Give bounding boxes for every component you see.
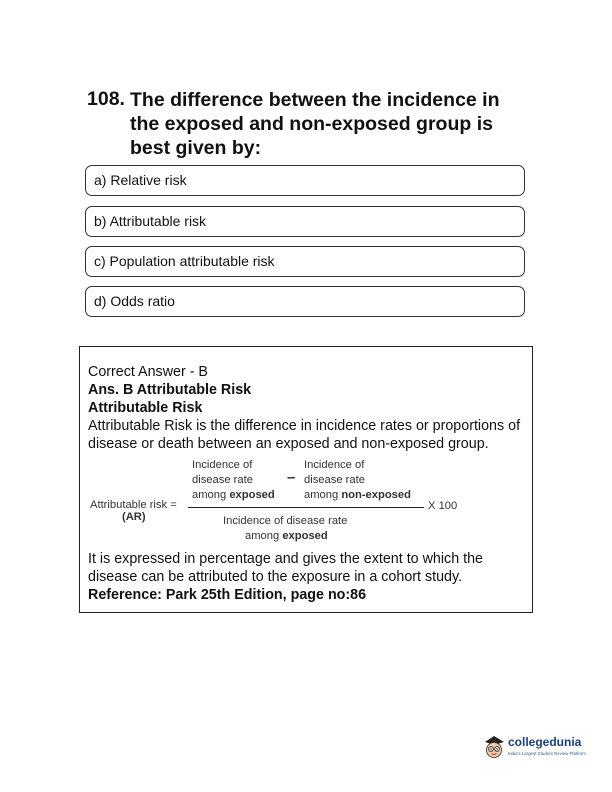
answer-definition: Attributable Risk is the difference in incidence rates or proportions of disease or death between an exposed and non-exposed group. (88, 418, 521, 452)
answer-heading: Ans. B Attributable Risk (88, 382, 252, 398)
option-a[interactable]: a) Relative risk (85, 165, 525, 196)
answer-reference: Reference: Park 25th Edition, page no:86 (88, 587, 367, 603)
multiplier: X 100 (428, 500, 458, 512)
numerator-right-line1: Incidence of (304, 459, 365, 471)
answer-explanation: It is expressed in percentage and gives the extent to which the disease can be attributed to the exposure in a cohort study. (88, 551, 483, 585)
denominator-line2: among exposed (245, 530, 328, 542)
option-d[interactable]: d) Odds ratio (85, 286, 525, 317)
mascot-icon (482, 733, 506, 761)
answer-subheading: Attributable Risk (88, 400, 203, 416)
formula-lhs-abbr: (AR) (122, 511, 146, 523)
formula-lhs: Attributable risk = (90, 499, 177, 511)
numerator-right-line3: among non-exposed (304, 489, 411, 501)
question-text: The difference between the incidence in the exposed and non-exposed group is best given by: (130, 89, 500, 159)
numerator-right-line2: disease rate (304, 474, 365, 486)
correct-answer-line: Correct Answer - B (88, 364, 208, 380)
option-b[interactable]: b) Attributable risk (85, 206, 525, 237)
denominator-line1: Incidence of disease rate (223, 515, 348, 527)
numerator-left-line2: disease rate (192, 474, 253, 486)
answer-explanation-box (79, 346, 533, 613)
logo-wordmark: collegedunia (508, 735, 582, 749)
option-c[interactable]: c) Population attributable risk (85, 246, 525, 277)
question-number: 108. (87, 88, 125, 110)
collegedunia-logo[interactable] (482, 731, 586, 765)
numerator-left-line3: among exposed (192, 489, 275, 501)
logo-tagline: India's Largest Student Review Platform (508, 751, 586, 756)
fraction-line (188, 507, 424, 508)
attributable-risk-formula (88, 456, 525, 546)
numerator-left-line1: Incidence of (192, 459, 253, 471)
minus-sign: – (287, 469, 296, 486)
